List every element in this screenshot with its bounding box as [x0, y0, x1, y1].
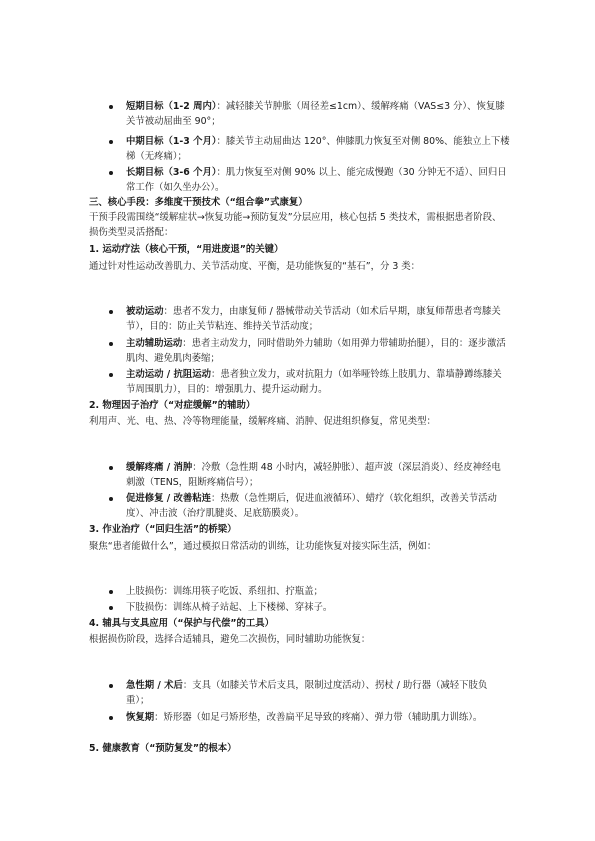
subsection-intro: 通过针对性运动改善肌力、关节活动度、平衡，是功能恢复的“基石”，分 3 类： — [89, 261, 421, 272]
subsection-intro: 聚焦“患者能做什么”，通过模拟日常活动的训练，让功能恢复对接实际生活，例如： — [89, 541, 437, 552]
bullet-icon — [109, 342, 113, 346]
subsection-heading: 3. 作业治疗（“回归生活”的桥梁） — [89, 524, 237, 535]
bullet-icon — [109, 590, 113, 594]
list-item: 恢复期：矫形器（如足弓矫形垫，改善扁平足导致的疼痛）、弹力带（辅助肌力训练）。 — [126, 711, 510, 726]
bullet-icon — [109, 466, 113, 470]
list-item: 急性期 / 术后：支具（如膝关节术后支具，限制过度活动）、拐杖 / 助行器（减轻下肢负重）； — [126, 679, 510, 708]
section-heading: 三、核心手段：多维度干预技术（“组合拳”式康复） — [89, 197, 308, 208]
bullet-icon — [109, 140, 113, 144]
bullet-icon — [109, 684, 113, 688]
subsection-intro: 利用声、光、电、热、冷等物理能量，缓解疼痛、消肿、促进组织修复，常见类型： — [89, 416, 436, 427]
list-item-short-term-goal: 短期目标（1-2 周内）：减轻膝关节肿胀（周径差≤1cm）、缓解疼痛（VAS≤3 分）、恢复膝关节被动屈曲至 90°； — [126, 100, 510, 129]
bullet-icon — [109, 716, 113, 720]
list-item-long-term-goal: 长期目标（3-6 个月）：肌力恢复至对侧 90% 以上、能完成慢跑（30 分钟无不适）、回归日常工作（如久坐办公）。 — [126, 166, 510, 195]
subsection-heading: 5. 健康教育（“预防复发”的根本） — [89, 743, 237, 754]
bullet-icon — [109, 497, 113, 501]
list-item: 促进修复 / 改善粘连：热敷（急性期后，促进血液循环）、蜡疗（软化组织，改善关节活动度）、冲击波（治疗肌腱炎、足底筋膜炎）。 — [126, 492, 510, 521]
bullet-icon — [109, 171, 113, 175]
list-item: 被动运动：患者不发力，由康复师 / 器械带动关节活动（如术后早期，康复师帮患者弯膝关节），目的：防止关节粘连、维持关节活动度； — [126, 305, 510, 334]
subsection-heading: 1. 运动疗法（核心干预，“用进废退”的关键） — [89, 244, 284, 255]
list-item: 缓解疼痛 / 消肿：冷敷（急性期 48 小时内，减轻肿胀）、超声波（深层消炎）、经皮神经电刺激（TENS，阻断疼痛信号）； — [126, 461, 510, 490]
bullet-icon — [109, 310, 113, 314]
bullet-icon — [109, 606, 113, 610]
bullet-icon — [109, 373, 113, 377]
subsection-heading: 4. 辅具与支具应用（“保护与代偿”的工具） — [89, 618, 275, 629]
bullet-icon — [109, 105, 113, 109]
list-item: 主动辅助运动：患者主动发力，同时借助外力辅助（如用弹力带辅助抬腿），目的：逐步激活肌肉、避免肌肉萎缩； — [126, 337, 510, 366]
list-item-mid-term-goal: 中期目标（1-3 个月）：膝关节主动屈曲达 120°、伸膝肌力恢复至对侧 80%、能独立上下楼梯（无疼痛）； — [126, 135, 510, 164]
list-item: 主动运动 / 抗阻运动：患者独立发力，或对抗阻力（如举哑铃练上肢肌力、靠墙静蹲练膝关节周围肌力），目的：增强肌力、提升运动耐力。 — [126, 368, 510, 397]
section-intro: 干预手段需围绕“缓解症状→恢复功能→预防复发”分层应用，核心包括 5 类技术，需根据患者阶段、损伤类型灵活搭配： — [89, 212, 502, 238]
list-item: 下肢损伤：训练从椅子站起、上下楼梯、穿袜子。 — [126, 601, 510, 616]
list-item: 上肢损伤：训练用筷子吃饭、系纽扣、拧瓶盖； — [126, 585, 510, 600]
subsection-intro: 根据损伤阶段，选择合适辅具，避免二次损伤，同时辅助功能恢复： — [89, 634, 371, 645]
subsection-heading: 2. 物理因子治疗（“对症缓解”的辅助） — [89, 400, 256, 411]
